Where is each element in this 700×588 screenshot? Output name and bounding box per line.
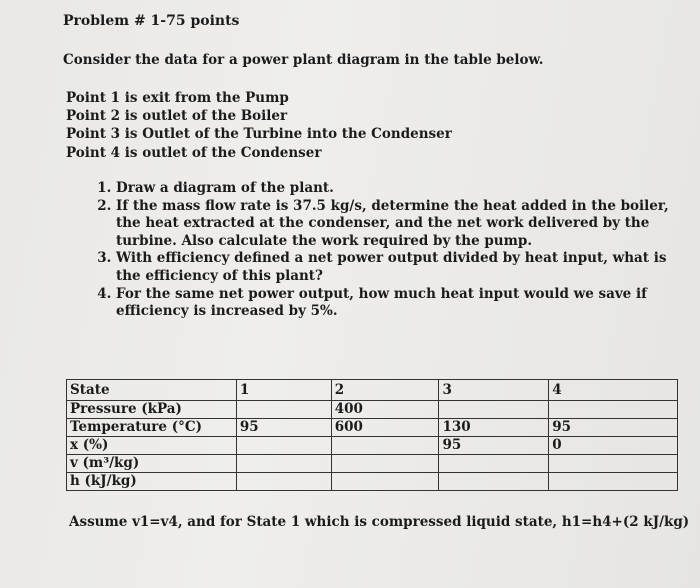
table-row xyxy=(67,455,678,473)
table-cell: 0 xyxy=(549,437,678,455)
table-cell xyxy=(549,455,678,473)
question-item: 4. For the same net power output, how much heat input would we save if efficiency is increased by 5%. xyxy=(116,286,676,321)
table-cell: 1 xyxy=(236,380,331,401)
table-cell: 400 xyxy=(331,401,439,419)
table-cell xyxy=(236,455,331,473)
table-cell: 600 xyxy=(331,419,439,437)
state-data-table xyxy=(66,379,678,491)
table-cell: 4 xyxy=(549,380,678,401)
table-cell xyxy=(331,473,439,491)
assumption-note: Assume v1=v4, and for State 1 which is compressed liquid state, h1=h4+(2 kJ/kg) xyxy=(69,514,690,530)
question-list xyxy=(90,180,676,321)
point-description: Point 2 is outlet of the Boiler xyxy=(66,108,288,124)
table-cell xyxy=(549,401,678,419)
table-cell xyxy=(236,437,331,455)
table-cell xyxy=(439,455,549,473)
table-row xyxy=(67,401,678,419)
table-cell xyxy=(549,473,678,491)
table-row xyxy=(67,437,678,455)
point-description: Point 3 is Outlet of the Turbine into the Condenser xyxy=(66,126,452,142)
intro-text: Consider the data for a power plant diagram in the table below. xyxy=(63,52,544,68)
row-label: Temperature (°C) xyxy=(67,419,237,437)
row-label: v (m³/kg) xyxy=(67,455,237,473)
table-cell xyxy=(236,401,331,419)
point-description: Point 4 is outlet of the Condenser xyxy=(66,145,322,161)
table-row xyxy=(67,419,678,437)
table-cell: 95 xyxy=(236,419,331,437)
table-cell: 95 xyxy=(439,437,549,455)
question-item: 2. If the mass flow rate is 37.5 kg/s, determine the heat added in the boiler, the heat extracted at the condenser, and the net work delivered by the turbine. Also calculate the work required by the pump. xyxy=(116,198,676,251)
table-row xyxy=(67,473,678,491)
table-row xyxy=(67,380,678,401)
row-label: h (kJ/kg) xyxy=(67,473,237,491)
row-label: State xyxy=(67,380,237,401)
row-label: x (%) xyxy=(67,437,237,455)
table-cell: 2 xyxy=(331,380,439,401)
question-item: 3. With efficiency defined a net power output divided by heat input, what is the efficiency of this plant? xyxy=(116,250,676,285)
problem-title: Problem # 1-75 points xyxy=(63,13,240,29)
table-cell: 3 xyxy=(439,380,549,401)
row-label: Pressure (kPa) xyxy=(67,401,237,419)
table-cell xyxy=(331,437,439,455)
table-cell xyxy=(236,473,331,491)
table-cell: 130 xyxy=(439,419,549,437)
table-cell: 95 xyxy=(549,419,678,437)
point-description: Point 1 is exit from the Pump xyxy=(66,90,289,106)
table-cell xyxy=(331,455,439,473)
table-cell xyxy=(439,401,549,419)
question-item: 1. Draw a diagram of the plant. xyxy=(116,180,676,198)
table-cell xyxy=(439,473,549,491)
